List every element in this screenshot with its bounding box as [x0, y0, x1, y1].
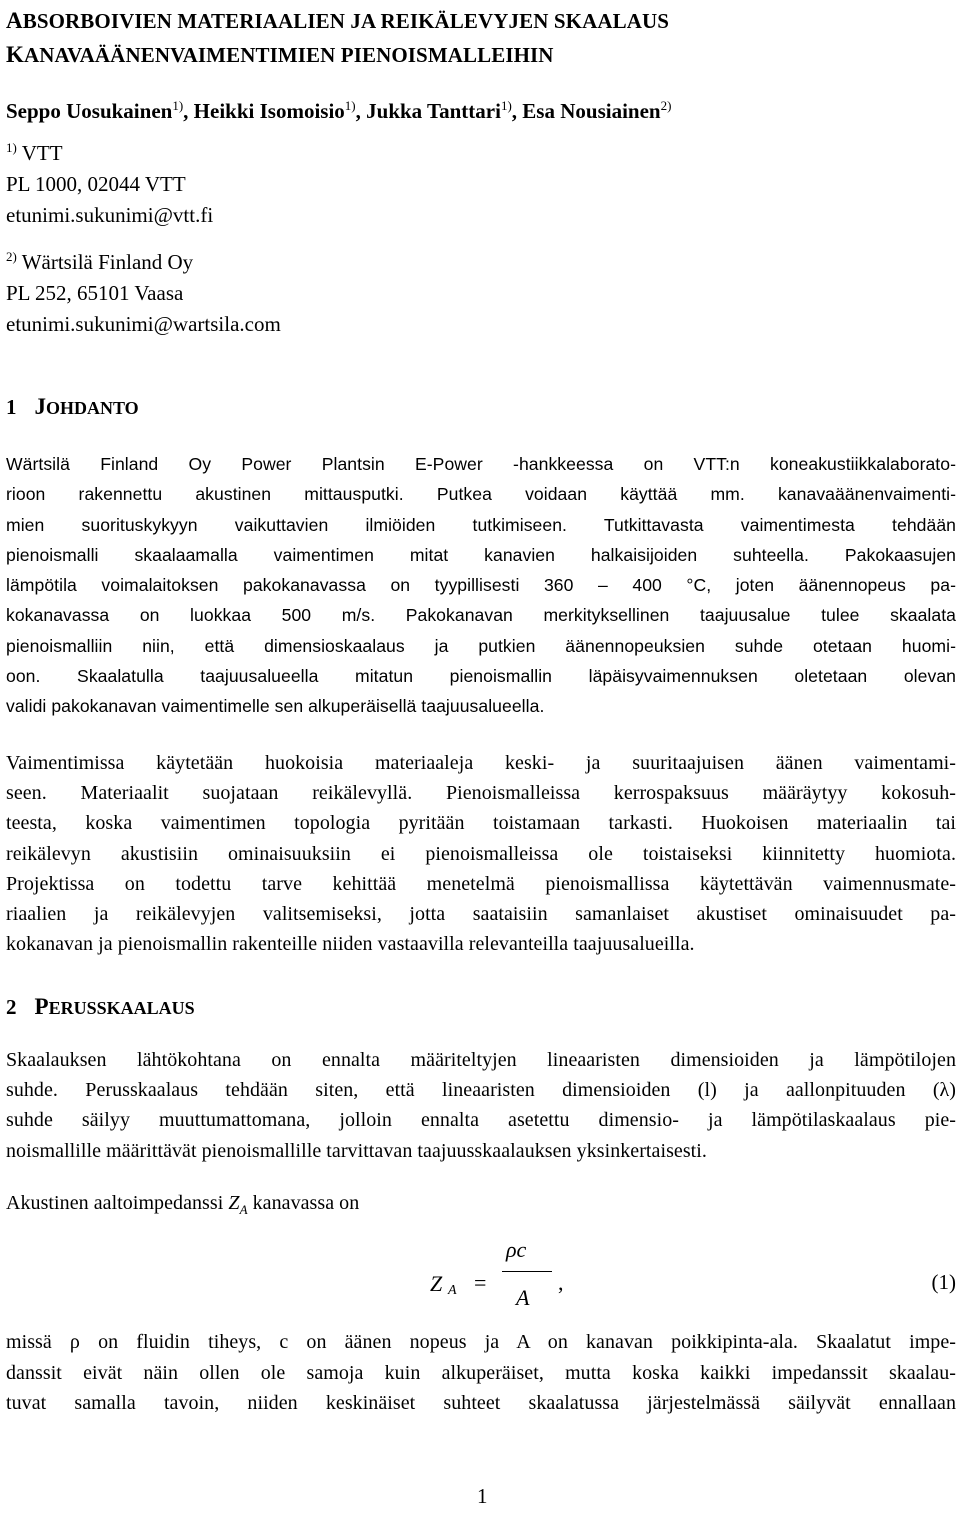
author-name: Jukka Tanttari	[366, 99, 501, 123]
text-line: noismallille määrittävät pienoismallille tarvittavan taajuusskaalauksen yksinkertaisesti.	[6, 1139, 707, 1162]
affiliation-mark: 1)	[6, 140, 17, 155]
text-span: Akustinen aaltoimpedanssi	[6, 1191, 229, 1214]
text-line: pienoismalli skaalaamalla vaimentimen mitat kanavien halkaisijoiden suhteella. Pakokaasujen	[6, 544, 956, 565]
section-number: 2	[6, 994, 17, 1019]
section-heading-2	[6, 992, 956, 1023]
text-line: validi pakokanavan vaimentimelle sen alkuperäisellä taajuusalueella.	[6, 696, 545, 717]
text-line: Wärtsilä Finland Oy Power Plantsin E-Power -hankkeessa on VTT:n koneakustiikkalaborato-	[6, 454, 956, 474]
eq-numerator: ρc	[506, 1237, 527, 1263]
text-span: kanavassa on	[247, 1191, 360, 1214]
author-separator: ,	[183, 99, 194, 123]
title-line-2	[6, 38, 956, 72]
section-heading-rest: OHDANTO	[46, 398, 139, 418]
eq-fraction-bar	[502, 1271, 552, 1272]
text-line: Skaalauksen lähtökohtana on ennalta määriteltyjen lineaaristen dimensioiden ja lämpötilojen	[6, 1048, 956, 1071]
section-heading-initial: J	[34, 394, 46, 419]
affiliation-org	[6, 247, 956, 278]
author-name: Heikki Isomoisio	[193, 99, 345, 123]
section-number: 1	[6, 395, 17, 419]
author-affiliation-mark: 1)	[500, 98, 512, 113]
paragraph-impedance-intro	[6, 1188, 956, 1225]
title-line-2-initial: K	[6, 42, 24, 67]
text-line: mien suorituskykyyn vaikuttavien ilmiöiden tutkimiseen. Tutkittavasta vaimentimesta tehdään	[6, 514, 956, 535]
paragraph-impedance-desc	[6, 1327, 956, 1418]
section-heading-initial: P	[34, 993, 49, 1019]
author-affiliation-mark: 1)	[344, 98, 356, 113]
text-line: kokanavan ja pienoismallin rakenteille niiden vastaavilla relevanteilla taajuusalueilla.	[6, 933, 695, 956]
text-line: Vaimentimissa käytetään huokoisia materiaaleja keski- ja suuritaajuisen äänen vaimentami-	[6, 751, 956, 774]
text-line: danssit eivät näin ollen ole samoja kuin alkuperäiset, mutta koska kaikki impedanssit skaalau-	[6, 1361, 956, 1384]
title-line-1	[6, 4, 956, 38]
author-affiliation-mark: 2)	[660, 98, 672, 113]
text-line: lämpötila voimalaitoksen pakokanavassa on tyypillisesti 360 – 400 °C, joten äänennopeus pa-	[6, 575, 956, 596]
affiliation-email: etunimi.sukunimi@wartsila.com	[6, 312, 281, 336]
text-line: teesta, koska vaimentimen topologia pyritään toistamaan tarkasti. Huokoisen materiaalin tai	[6, 812, 956, 835]
affiliation-block	[6, 247, 956, 340]
text-line: missä ρ on fluidin tiheys, c on äänen nopeus ja A on kanavan poikkipinta-ala. Skaalatut impe-	[6, 1331, 956, 1354]
text-line: suhde säilyy muuttumattomana, jolloin ennalta asetettu dimensio- ja lämpötilaskaalaus pie-	[6, 1109, 956, 1132]
author-name: Seppo Uosukainen	[6, 99, 173, 123]
paragraph-intro-2	[6, 748, 956, 960]
text-line: oon. Skaalatulla taajuusalueella mitatun pienoismallin läpäisyvaimennuksen oletetaan olevan	[6, 666, 956, 687]
eq-comma: ,	[558, 1270, 564, 1296]
affiliation-org-name: Wärtsilä Finland Oy	[16, 250, 194, 274]
page-number: 1	[477, 1484, 488, 1508]
author-affiliation-mark: 1)	[172, 98, 184, 113]
section-heading-rest: ERUSSKAALAUS	[48, 997, 195, 1018]
paragraph-scaling-1	[6, 1045, 956, 1166]
affiliation-org	[6, 138, 956, 169]
text-line: kokanavassa on luokkaa 500 m/s. Pakokanavan merkityksellinen taajuusalue tulee skaalata	[6, 605, 956, 626]
text-line: tuvat samalla tavoin, niiden keskinäiset suhteet skaalatussa järjestelmässä säilyvät ennallaan	[6, 1391, 956, 1414]
section-heading-1	[6, 392, 956, 423]
eq-denominator: A	[516, 1285, 530, 1311]
text-line: seen. Materiaalit suojataan reikälevyllä. Pienoismalleissa kerrospaksuus määräytyy kokosuh-	[6, 781, 956, 804]
text-line: riaalien ja reikälevyjen valitsemiseksi, jotta saataisiin samanlaiset akustiset ominaisuudet pa-	[6, 903, 956, 926]
text-line: Projektissa on todettu tarve kehittää menetelmä pienoismallissa käytettävän vaimennusmate-	[6, 872, 956, 895]
text-line: suhde. Perusskaalaus tehdään siten, että lineaaristen dimensioiden (l) ja aallonpituuden (λ)	[6, 1079, 956, 1102]
text-line: rioon rakennettu akustinen mittausputki. Putkea voidaan käyttää mm. kanavaäänenvaimenti-	[6, 484, 956, 505]
paper-page	[6, 0, 956, 1418]
variable-z: Z	[228, 1191, 240, 1214]
author-separator: ,	[355, 99, 367, 123]
author-name: Esa Nousiainen	[522, 99, 661, 123]
affiliation-block	[6, 138, 956, 231]
text-line: pienoismalliin niin, että dimensioskaalaus ja putkien äänennopeuksien suhde otetaan huomi-	[6, 635, 956, 656]
variable-subscript: A	[239, 1201, 248, 1217]
affiliation-mark: 2)	[6, 249, 17, 264]
eq-lhs-subscript: A	[448, 1283, 457, 1299]
affiliation-address: PL 1000, 02044 VTT	[6, 172, 186, 196]
paragraph-intro-1	[6, 449, 956, 722]
title-line-2-rest: ANAVAÄÄNENVAIMENTIMIEN PIENOISMALLEIHIN	[24, 43, 554, 67]
paper-title	[6, 4, 956, 72]
title-line-1-initial: A	[6, 8, 23, 33]
author-separator: ,	[511, 99, 523, 123]
affiliation-email: etunimi.sukunimi@vtt.fi	[6, 203, 214, 227]
eq-equals: =	[474, 1270, 487, 1296]
author-list	[6, 96, 956, 126]
title-line-1-rest: BSORBOIVIEN MATERIAALIEN JA REIKÄLEVYJEN SKAALAUS	[22, 9, 670, 33]
equation-1	[6, 1237, 956, 1327]
text-line: reikälevyn akustisiin ominaisuuksiin ei pienoismalleissa ole toistaiseksi kiinnitetty huomiota.	[6, 842, 956, 865]
affiliation-address: PL 252, 65101 Vaasa	[6, 281, 184, 305]
equation-number: (1)	[931, 1270, 956, 1295]
affiliation-org-name: VTT	[16, 141, 63, 165]
eq-lhs: Z	[430, 1271, 443, 1297]
